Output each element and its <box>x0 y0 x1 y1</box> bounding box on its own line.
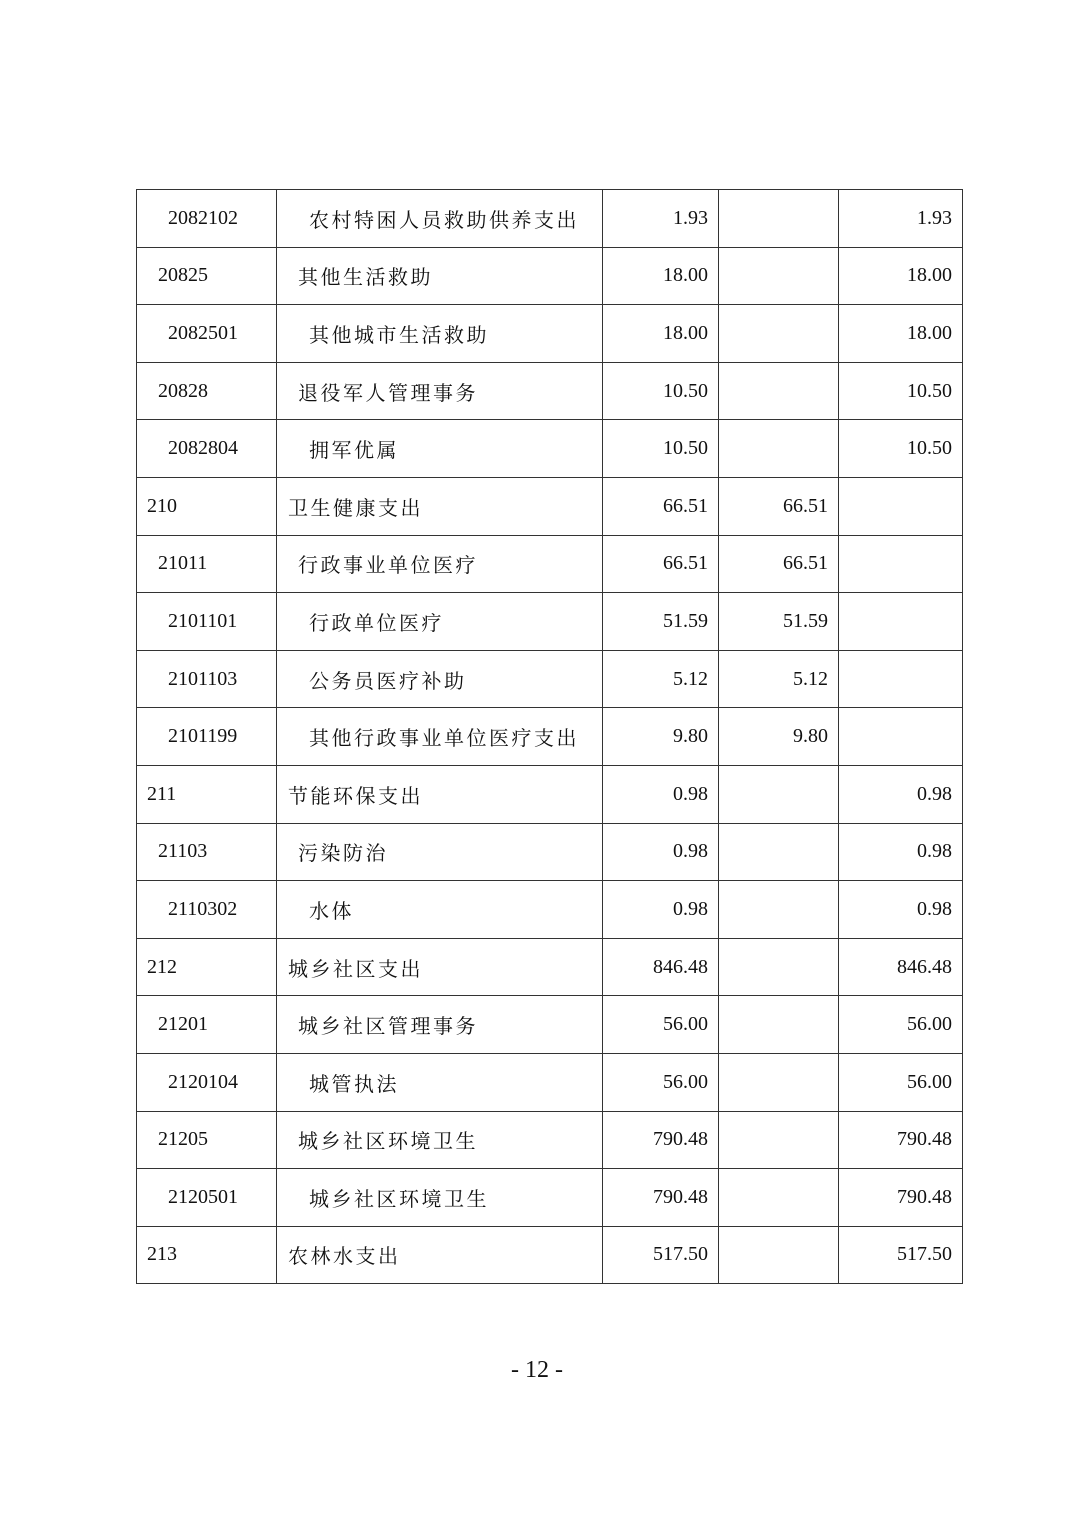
total-amount: 10.50 <box>603 362 719 420</box>
subject-name: 行政事业单位医疗 <box>277 535 603 593</box>
subject-code: 21201 <box>137 996 277 1054</box>
total-amount: 0.98 <box>603 765 719 823</box>
total-amount: 66.51 <box>603 535 719 593</box>
project-amount: 56.00 <box>839 1053 963 1111</box>
basic-amount <box>719 996 839 1054</box>
table-row <box>137 362 963 420</box>
basic-amount: 66.51 <box>719 535 839 593</box>
total-amount: 51.59 <box>603 593 719 651</box>
basic-amount <box>719 1111 839 1169</box>
total-amount: 56.00 <box>603 996 719 1054</box>
project-amount: 0.98 <box>839 765 963 823</box>
basic-amount <box>719 1053 839 1111</box>
table-row <box>137 1226 963 1284</box>
project-amount: 18.00 <box>839 305 963 363</box>
subject-name: 城乡社区环境卫生 <box>277 1169 603 1227</box>
subject-code: 2120104 <box>137 1053 277 1111</box>
project-amount <box>839 593 963 651</box>
project-amount <box>839 477 963 535</box>
total-amount: 0.98 <box>603 881 719 939</box>
basic-amount <box>719 362 839 420</box>
project-amount: 10.50 <box>839 420 963 478</box>
basic-amount: 66.51 <box>719 477 839 535</box>
project-amount: 790.48 <box>839 1111 963 1169</box>
subject-code: 2082804 <box>137 420 277 478</box>
expenditure-table <box>136 189 963 1284</box>
subject-code: 21205 <box>137 1111 277 1169</box>
subject-code: 213 <box>137 1226 277 1284</box>
table-row <box>137 881 963 939</box>
table-row <box>137 477 963 535</box>
table-row <box>137 247 963 305</box>
subject-name: 城乡社区管理事务 <box>277 996 603 1054</box>
subject-code: 2110302 <box>137 881 277 939</box>
basic-amount <box>719 247 839 305</box>
subject-name: 水体 <box>277 881 603 939</box>
subject-name: 其他行政事业单位医疗支出 <box>277 708 603 766</box>
total-amount: 10.50 <box>603 420 719 478</box>
table-row <box>137 765 963 823</box>
subject-name: 污染防治 <box>277 823 603 881</box>
subject-name: 行政单位医疗 <box>277 593 603 651</box>
subject-name: 农村特困人员救助供养支出 <box>277 190 603 248</box>
basic-amount: 51.59 <box>719 593 839 651</box>
subject-name: 其他城市生活救助 <box>277 305 603 363</box>
subject-code: 20825 <box>137 247 277 305</box>
project-amount: 0.98 <box>839 823 963 881</box>
subject-name: 农林水支出 <box>277 1226 603 1284</box>
project-amount <box>839 708 963 766</box>
project-amount: 56.00 <box>839 996 963 1054</box>
table-row <box>137 1111 963 1169</box>
project-amount: 18.00 <box>839 247 963 305</box>
total-amount: 846.48 <box>603 938 719 996</box>
basic-amount <box>719 420 839 478</box>
basic-amount <box>719 190 839 248</box>
table-row <box>137 996 963 1054</box>
project-amount: 790.48 <box>839 1169 963 1227</box>
subject-name: 拥军优属 <box>277 420 603 478</box>
subject-name: 城管执法 <box>277 1053 603 1111</box>
total-amount: 56.00 <box>603 1053 719 1111</box>
table-row <box>137 190 963 248</box>
basic-amount: 5.12 <box>719 650 839 708</box>
subject-name: 节能环保支出 <box>277 765 603 823</box>
table-row <box>137 1053 963 1111</box>
subject-code: 2101103 <box>137 650 277 708</box>
subject-code: 2101199 <box>137 708 277 766</box>
table-row <box>137 305 963 363</box>
expenditure-table-body <box>137 190 963 1284</box>
total-amount: 790.48 <box>603 1111 719 1169</box>
table-row <box>137 535 963 593</box>
total-amount: 517.50 <box>603 1226 719 1284</box>
subject-code: 210 <box>137 477 277 535</box>
project-amount <box>839 650 963 708</box>
basic-amount <box>719 881 839 939</box>
basic-amount <box>719 305 839 363</box>
basic-amount <box>719 938 839 996</box>
total-amount: 18.00 <box>603 247 719 305</box>
table-row <box>137 420 963 478</box>
subject-code: 211 <box>137 765 277 823</box>
subject-code: 2082102 <box>137 190 277 248</box>
project-amount: 1.93 <box>839 190 963 248</box>
basic-amount: 9.80 <box>719 708 839 766</box>
project-amount: 517.50 <box>839 1226 963 1284</box>
table-row <box>137 650 963 708</box>
table-row <box>137 1169 963 1227</box>
basic-amount <box>719 1226 839 1284</box>
table-row <box>137 823 963 881</box>
project-amount <box>839 535 963 593</box>
subject-code: 20828 <box>137 362 277 420</box>
subject-name: 公务员医疗补助 <box>277 650 603 708</box>
subject-code: 21103 <box>137 823 277 881</box>
basic-amount <box>719 823 839 881</box>
total-amount: 790.48 <box>603 1169 719 1227</box>
total-amount: 0.98 <box>603 823 719 881</box>
subject-name: 退役军人管理事务 <box>277 362 603 420</box>
basic-amount <box>719 1169 839 1227</box>
table-row <box>137 938 963 996</box>
subject-name: 城乡社区环境卫生 <box>277 1111 603 1169</box>
project-amount: 0.98 <box>839 881 963 939</box>
table-row <box>137 593 963 651</box>
table-row <box>137 708 963 766</box>
page-number: - 12 - <box>511 1357 563 1383</box>
subject-code: 2120501 <box>137 1169 277 1227</box>
project-amount: 10.50 <box>839 362 963 420</box>
subject-name: 城乡社区支出 <box>277 938 603 996</box>
total-amount: 66.51 <box>603 477 719 535</box>
subject-name: 其他生活救助 <box>277 247 603 305</box>
project-amount: 846.48 <box>839 938 963 996</box>
total-amount: 9.80 <box>603 708 719 766</box>
basic-amount <box>719 765 839 823</box>
total-amount: 18.00 <box>603 305 719 363</box>
total-amount: 1.93 <box>603 190 719 248</box>
subject-code: 212 <box>137 938 277 996</box>
subject-code: 2082501 <box>137 305 277 363</box>
subject-name: 卫生健康支出 <box>277 477 603 535</box>
total-amount: 5.12 <box>603 650 719 708</box>
subject-code: 21011 <box>137 535 277 593</box>
subject-code: 2101101 <box>137 593 277 651</box>
